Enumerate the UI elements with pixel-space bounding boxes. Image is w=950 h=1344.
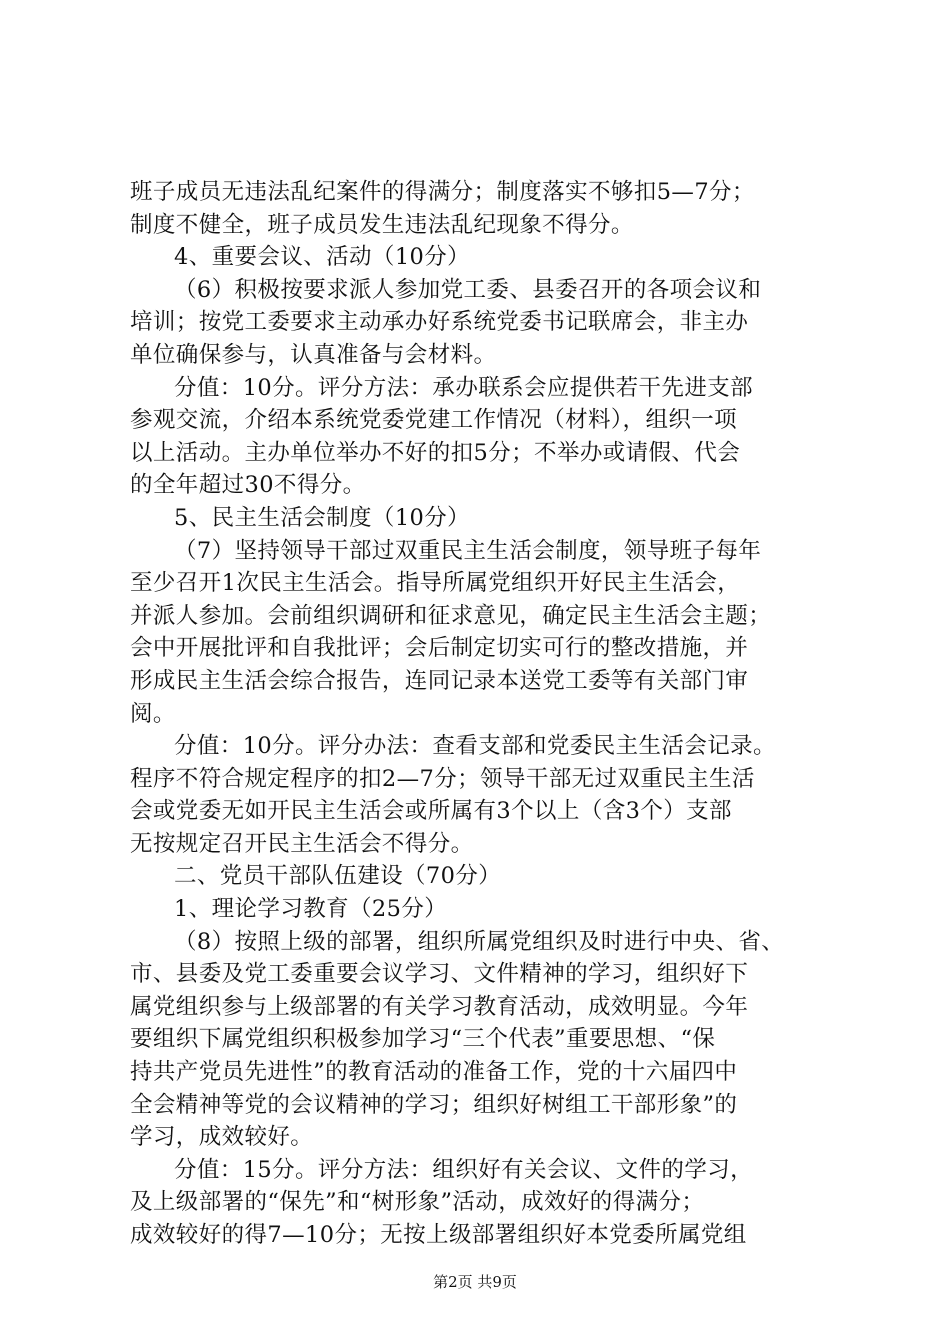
section-heading: 5、民主生活会制度（10分） (174, 504, 471, 531)
text-line: 市、县委及党工委重要会议学习、文件精神的学习，组织好下 (130, 961, 749, 988)
text-line: （6）积极按要求派人参加党工委、县委召开的各项会议和 (174, 276, 762, 303)
text-line: （8）按照上级的部署，组织所属党组织及时进行中央、省、 (174, 928, 785, 955)
text-line: 以上活动。主办单位举办不好的扣5分；不举办或请假、代会 (130, 439, 741, 466)
text-line: 制度不健全，班子成员发生违法乱纪现象不得分。 (130, 211, 634, 238)
text-line: 分值：15分。评分方法：组织好有关会议、文件的学习， (174, 1156, 754, 1183)
text-line: 会或党委无如开民主生活会或所属有3个以上（含3个）支部 (130, 798, 732, 825)
text-line: 阅。 (130, 700, 176, 727)
text-line: 会中开展批评和自我批评；会后制定切实可行的整改措施，并 (130, 635, 749, 662)
text-line: （7）坚持领导干部过双重民主生活会制度，领导班子每年 (174, 537, 762, 564)
text-line: 属党组织参与上级部署的有关学习教育活动，成效明显。今年 (130, 993, 749, 1020)
text-line: 程序不符合规定程序的扣2—7分；领导干部无过双重民主生活 (130, 765, 755, 792)
text-line: 参观交流，介绍本系统党委党建工作情况（材料），组织一项 (130, 407, 738, 434)
text-line: 分值：10分。评分方法：承办联系会应提供若干先进支部 (174, 374, 754, 401)
page-number-label: 第2页 共9页 (433, 1273, 517, 1291)
text-line: 全会精神等党的会议精神的学习；组织好树组工干部形象”的 (130, 1091, 738, 1118)
text-line: 至少召开1次民主生活会。指导所属党组织开好民主生活会， (130, 570, 741, 597)
text-line: 要组织下属党组织积极参加学习“三个代表”重要思想、“保 (130, 1026, 716, 1053)
text-line: 形成民主生活会综合报告，连同记录本送党工委等有关部门审 (130, 667, 749, 694)
section-heading: 二、党员干部队伍建设（70分） (174, 863, 502, 890)
text-line: 培训；按党工委要求主动承办好系统党委书记联席会，非主办 (130, 309, 749, 336)
text-line: 班子成员无违法乱纪案件的得满分；制度落实不够扣5—7分； (130, 179, 755, 205)
text-line: 及上级部署的“保先”和“树形象”活动，成效好的得满分； (130, 1189, 705, 1216)
section-heading: 1、理论学习教育（25分） (174, 896, 448, 923)
text-line: 的全年超过30不得分。 (130, 472, 366, 499)
text-line: 单位确保参与，认真准备与会材料。 (130, 341, 497, 368)
text-line: 无按规定召开民主生活会不得分。 (130, 830, 474, 857)
text-line: 并派人参加。会前组织调研和征求意见，确定民主生活会主题； (130, 602, 772, 629)
section-heading: 4、重要会议、活动（10分） (174, 244, 471, 271)
text-line: 成效较好的得7—10分；无按上级部署组织好本党委所属党组 (130, 1222, 747, 1248)
document-body (130, 176, 842, 1252)
text-line: 持共产党员先进性”的教育活动的准备工作，党的十六届四中 (130, 1059, 738, 1086)
text-line: 分值：10分。评分办法：查看支部和党委民主生活会记录。 (174, 733, 776, 760)
text-line: 学习，成效较好。 (130, 1124, 314, 1151)
page-footer (0, 1272, 950, 1292)
